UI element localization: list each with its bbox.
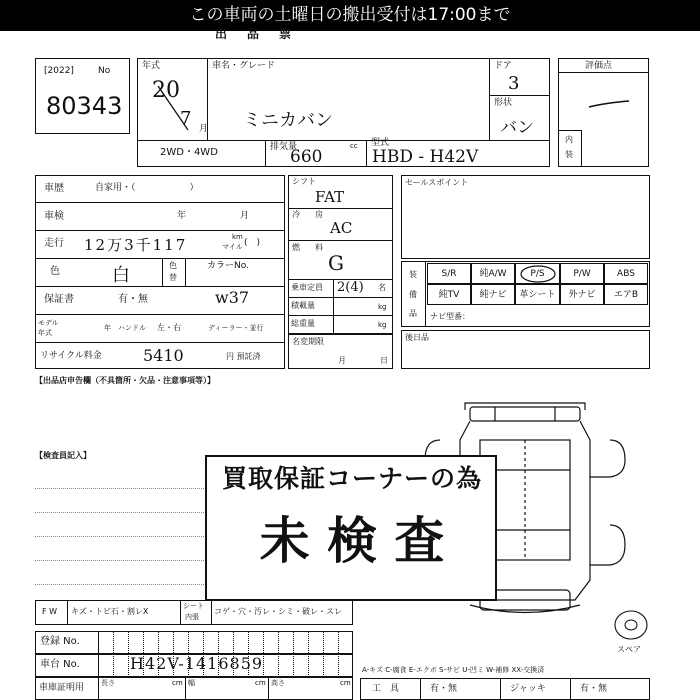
exhibitor-label: 【出品店申告欄（不具箇所・欠品・注意事項等）】 [35,376,215,385]
gross-label: 総重量 [291,319,315,328]
equip-abs: ABS [604,263,648,284]
reki-label: 車歴 [44,183,64,194]
damage-legend: A-キズ C-腐食 E-エクボ S-サビ U-凹ミ W-補修 XX-交換済 [362,666,545,674]
load-label: 積載量 [291,301,315,310]
change-month: 月 [338,356,346,365]
equip-navi: 純ナビ [471,284,515,305]
warranty-value: 有・無 [118,294,148,305]
reki-value: 自家用・（ ） [95,183,199,193]
jack-label: ジャッキ [510,684,546,694]
color-label: 色 [50,266,60,277]
seat-label-2: 内張 [185,613,199,621]
ps-circle-mark [519,263,559,285]
history-box [35,175,285,369]
type-label: 型式 [371,138,390,148]
drive-label: 2WD・4WD [160,147,218,158]
shape-handwritten: バン [500,118,534,138]
seat-label-1: シート [183,602,204,610]
eval-dash-mark [585,95,635,115]
header-fragment: 出 品 票 [215,27,296,41]
cc-unit: cc [350,142,358,150]
year-divider-slash [150,78,210,138]
length-label: 長さ [101,679,115,687]
ac-label-2: 房 [315,210,323,219]
shift-label: シフト [292,177,316,186]
shape-label: 形状 [494,98,513,108]
month-label: 月 [199,124,209,134]
equipment-label-2: 備 [409,290,417,299]
mileage-label: 走行 [44,238,64,249]
year-handwritten: 20 [152,78,180,103]
spare-tire-icon [612,608,650,642]
mileage-paren: ( ) [244,238,261,248]
seat-value: コゲ・穴・汚レ・シミ・破レ・スレ [214,607,342,616]
navi-label: ナビ型番： [430,312,470,321]
shaken-year: 年 [177,211,187,221]
lot-year-tag: [2022] [44,66,74,76]
shaken-label: 車検 [44,211,64,222]
later-label: 後日品 [405,333,429,342]
stamp-line-1: 買取保証コーナーの為 [221,464,482,493]
stamp-line-2: 未 検 査 [259,512,445,570]
mileage-handwritten: 12万3千117 [84,236,188,254]
height-label: 高さ [271,679,285,687]
equip-pw: P/W [560,263,604,284]
reg-label: 登録 No. [40,636,80,647]
dealer-label: ディーラー・並行 [208,324,264,332]
handle-value: 左・右 [157,323,181,332]
eval-label: 評価点 [585,61,613,71]
model-year: 年 [104,324,111,332]
width-label: 幅 [188,679,195,687]
equip-airbag: エアB [604,284,648,305]
reg-row [35,631,353,654]
name-label: 車名・グレード [212,61,276,71]
shaken-month: 月 [240,211,250,221]
chassis-handwritten: H42V-1416859 [130,654,264,673]
later-box [401,330,650,369]
length-cm: cm [172,679,183,687]
color-change-2: 替 [169,273,177,282]
month-handwritten: 7 [180,108,192,129]
mile-unit: マイル [222,243,243,251]
equipment-label-1: 装 [409,270,417,279]
chassis-label: 車台 No. [40,659,80,670]
equip-alloy: 純A/W [471,263,515,284]
door-handwritten: 3 [508,73,520,94]
equipment-label-3: 品 [409,309,417,318]
handle-label: ハンドル [118,324,146,332]
km-unit: km [232,233,243,241]
fw-label: F W [42,607,58,616]
lot-no-label: No [98,66,111,76]
disp-handwritten: 660 [290,147,323,167]
lot-number: 80343 [46,92,123,120]
banner-text: この車両の土曜日の搬出受付は17:00まで [189,5,511,25]
interior-label-1: 内 [565,135,573,144]
model-label-2: 年式 [38,329,52,337]
equip-ext-navi: 外ナビ [560,284,604,305]
recycle-label: リサイクル料金 [40,351,102,361]
color-no-handwritten: w37 [215,288,250,307]
height-cm: cm [340,679,351,687]
gross-unit: kg [378,321,387,329]
name-handwritten: ミニカバン [243,110,333,131]
shift-handwritten: FAT [315,188,345,206]
disp-label: 排気量 [270,142,298,152]
change-day: 日 [380,356,388,365]
ac-handwritten: AC [330,219,353,237]
equip-tv: 純TV [427,284,471,305]
type-handwritten: HBD - H42V [372,147,479,167]
interior-label-2: 装 [565,150,573,159]
capacity-unit: 名 [378,283,386,292]
change-label: 名変期限 [292,337,324,346]
tools-value: 有・無 [430,684,458,694]
color-no-label: カラーNo. [207,261,249,271]
color-handwritten: 白 [112,265,130,286]
fw-value: キズ・トビ石・割レX [71,607,149,616]
color-change-1: 色 [169,261,177,270]
fuel-label-1: 燃 [292,243,300,252]
jack-value: 有・無 [580,684,608,694]
equip-sr: S/R [427,263,471,284]
equip-leather: 革シート [515,284,560,305]
model-label-1: モデル [38,319,59,327]
door-label: ドア [494,61,512,71]
equip-ps: P/S [515,263,560,284]
load-unit: kg [378,303,387,311]
capacity-handwritten: 2(4) [337,280,364,295]
year-label: 年式 [142,61,161,71]
fuel-handwritten: G [328,251,344,275]
warranty-label: 保証書 [44,294,74,305]
tools-label: 工 具 [372,684,400,694]
sales-point-label: セールスポイント [405,178,469,187]
inspector-label: 【検査員記入】 [35,451,91,460]
ac-label-1: 冷 [292,210,300,219]
spare-label: スペア [617,645,641,654]
recycle-handwritten: 5410 [143,346,184,365]
recycle-unit: 円 預託済 [226,352,261,361]
width-cm: cm [255,679,266,687]
cert-label: 車庫証明用 [39,683,85,693]
capacity-label: 乗車定員 [291,283,323,292]
fuel-label-2: 料 [315,243,323,252]
